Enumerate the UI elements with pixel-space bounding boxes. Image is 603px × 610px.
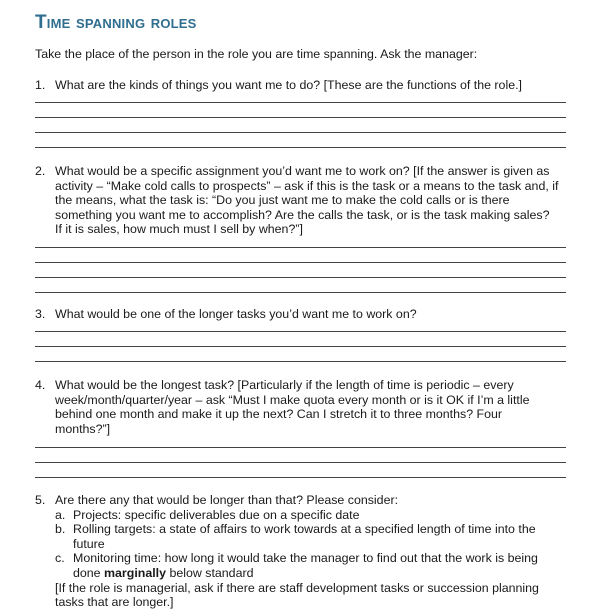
question-4-line-3: behind one month and make it up the next? Can I stretch it to three months? Four bbox=[55, 407, 503, 422]
option-a-label: a. bbox=[55, 507, 66, 522]
option-b-label: b. bbox=[55, 522, 66, 537]
option-b-line-2: future bbox=[73, 536, 105, 551]
question-4-number: 4. bbox=[35, 378, 46, 392]
answer-line[interactable] bbox=[35, 346, 566, 347]
option-c-line-1: Monitoring time: how long it would take the manager to find out that the work is being bbox=[73, 551, 538, 566]
question-3-number: 3. bbox=[35, 307, 46, 321]
question-1-text: What are the kinds of things you want me to do? [These are the functions of the role.] bbox=[55, 78, 522, 92]
question-2-line-1: What would be a specific assignment you’d want me to work on? [If the answer is given as bbox=[55, 164, 550, 178]
managerial-note-line-2: tasks that are longer.] bbox=[55, 595, 174, 610]
option-c-line-2-end: below standard bbox=[166, 566, 254, 580]
answer-line[interactable] bbox=[35, 102, 566, 103]
answer-line[interactable] bbox=[35, 292, 566, 293]
option-c-label: c. bbox=[55, 551, 65, 566]
answer-line[interactable] bbox=[35, 462, 566, 463]
option-a-text: Projects: specific deliverables due on a specific date bbox=[73, 507, 360, 522]
question-2-line-3: the means, what the task is: “Do you just want me to make the cold calls or is there bbox=[55, 193, 510, 208]
answer-line[interactable] bbox=[35, 361, 566, 362]
option-c-line-2-start: done bbox=[73, 566, 105, 580]
page-title: Time spanning roles bbox=[35, 12, 197, 33]
question-5-number: 5. bbox=[35, 493, 46, 507]
answer-line[interactable] bbox=[35, 262, 566, 263]
question-5-text: Are there any that would be longer than that? Please consider: bbox=[55, 493, 399, 507]
answer-line[interactable] bbox=[35, 477, 566, 478]
answer-line[interactable] bbox=[35, 132, 566, 133]
answer-line[interactable] bbox=[35, 277, 566, 278]
option-b-line-1: Rolling targets: a state of affairs to work towards at a specified length of time into the bbox=[73, 522, 536, 537]
question-4-line-2: week/month/quarter/year – ask “Must I make quota every month or is it OK if I’m a little bbox=[55, 392, 530, 407]
intro-text: Take the place of the person in the role you are time spanning. Ask the manager: bbox=[35, 47, 478, 61]
question-2-line-2: activity – “Make cold calls to prospects” – ask if this is the task or a means to the task and, if bbox=[55, 178, 559, 193]
question-4-line-1: What would be the longest task? [Particularly if the length of time is periodic – every bbox=[55, 378, 514, 392]
managerial-note-line-1: [If the role is managerial, ask if there are staff development tasks or succession planning bbox=[55, 580, 539, 595]
question-2-number: 2. bbox=[35, 164, 46, 178]
option-c-line-2 bbox=[73, 566, 253, 581]
answer-line[interactable] bbox=[35, 117, 566, 118]
answer-line[interactable] bbox=[35, 247, 566, 248]
question-4-line-4: months?”] bbox=[55, 421, 111, 436]
question-3-text: What would be one of the longer tasks you’d want me to work on? bbox=[55, 307, 417, 321]
option-c-emphasis: marginally bbox=[104, 566, 166, 580]
answer-line[interactable] bbox=[35, 447, 566, 448]
answer-line[interactable] bbox=[35, 331, 566, 332]
answer-line[interactable] bbox=[35, 147, 566, 148]
question-2-line-4: something you want me to accomplish? Are the calls the task, or is the task making sales? bbox=[55, 207, 550, 222]
question-2-line-5: If it is sales, how much must I sell by when?”] bbox=[55, 222, 303, 237]
question-1-number: 1. bbox=[35, 78, 46, 92]
